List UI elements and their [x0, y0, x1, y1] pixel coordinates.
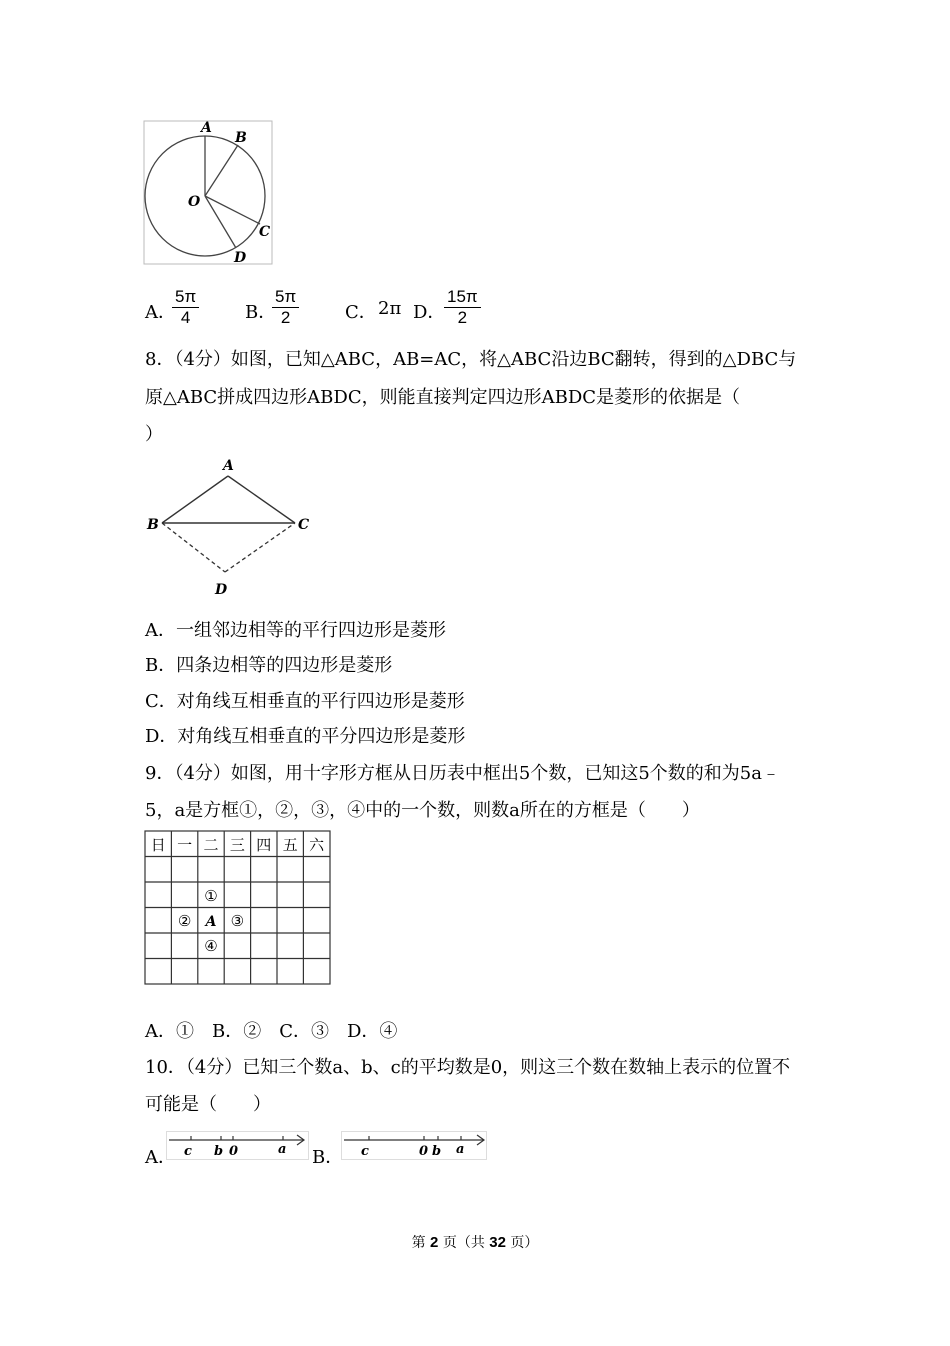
- q8-side-ac: [228, 476, 295, 523]
- q10-a-label-a: a: [278, 1142, 287, 1157]
- q10-option-b-letter: B．: [312, 1147, 344, 1168]
- q10-b-label-b: b: [432, 1144, 442, 1159]
- q10-stem-line-1: 10．（4分）已知三个数a、b、c的平均数是0，则这三个数在数轴上表示的位置不: [145, 1057, 791, 1078]
- q7-option-d-den: 2: [457, 308, 468, 327]
- q10-a-label-b: b: [214, 1144, 224, 1159]
- q8-option-a: A．一组邻边相等的平行四边形是菱形: [145, 620, 446, 641]
- q7-label-a: A: [201, 120, 212, 136]
- q10-a-label-0: 0: [229, 1144, 239, 1159]
- q8-option-d: D．对角线互相垂直的平分四边形是菱形: [145, 726, 466, 747]
- q9-stem-line-2: 5，a是方框①，②，③，④中的一个数，则数a所在的方框是（ ）: [145, 800, 700, 821]
- q7-option-c-value: 2π: [378, 298, 402, 319]
- q8-label-b: B: [147, 517, 159, 533]
- q9-stem-line-1: 9．（4分）如图，用十字形方框从日历表中框出5个数，已知这5个数的和为5a﹣: [145, 763, 780, 784]
- q8-stem-line-1: 8．（4分）如图，已知△ABC，AB=AC，将△ABC沿边BC翻转，得到的△DBC与: [145, 349, 797, 370]
- q7-option-b-den: 2: [280, 308, 291, 327]
- q7-option-d-letter: D．: [413, 302, 446, 323]
- q9-header-sat: 六: [309, 836, 325, 854]
- q8-label-a: A: [223, 458, 234, 474]
- footer-middle: 页（共: [442, 1235, 485, 1251]
- q10-option-a-letter: A．: [145, 1147, 176, 1168]
- q7-label-d: D: [234, 250, 247, 266]
- q9-header-fri: 五: [282, 836, 298, 854]
- q7-circle-figure: [140, 118, 280, 270]
- q8-option-b: B．四条边相等的四边形是菱形: [145, 655, 393, 676]
- q8-label-c: C: [298, 517, 310, 533]
- q10-stem-line-2: 可能是（ ）: [145, 1094, 271, 1115]
- q10-b-label-a: a: [456, 1142, 465, 1157]
- q7-option-a-den: 4: [180, 308, 191, 327]
- q9-mark-a: A: [205, 914, 217, 930]
- q7-option-b-letter: B．: [245, 302, 277, 323]
- footer-total-pages: 32: [489, 1234, 506, 1251]
- q9-options: A．① B．② C．③ D．④: [145, 1021, 398, 1042]
- q9-mark-1: ①: [204, 887, 218, 905]
- q8-side-bd: [162, 523, 225, 572]
- q9-header-tue: 二: [203, 836, 219, 854]
- q8-stem-line-3: ）: [145, 424, 163, 445]
- q10-b-label-0: 0: [419, 1144, 429, 1159]
- q7-option-c-letter: C．: [345, 302, 377, 323]
- q8-side-ab: [162, 476, 228, 523]
- q7-radius-ob: [205, 145, 238, 196]
- footer-prefix: 第: [411, 1235, 426, 1251]
- page-footer: [0, 1232, 950, 1252]
- q7-option-b-fraction: [272, 287, 299, 328]
- q10-b-label-c: c: [361, 1144, 369, 1159]
- q10-option-b-number-line: [341, 1131, 489, 1161]
- q7-option-b-num: 5π: [272, 287, 299, 308]
- q7-option-d-num: 15π: [444, 287, 481, 308]
- q9-mark-2: ②: [177, 912, 192, 930]
- q9-header-thu: 四: [256, 836, 272, 854]
- footer-suffix: 页）: [510, 1235, 539, 1251]
- q9-mark-3: ③: [230, 912, 245, 930]
- q8-stem-line-2: 原△ABC拼成四边形ABDC，则能直接判定四边形ABDC是菱形的依据是（: [145, 387, 741, 408]
- q7-option-a-fraction: [172, 287, 199, 328]
- q10-a-label-c: c: [184, 1144, 192, 1159]
- q9-header-mon: 一: [177, 836, 193, 854]
- q7-label-c: C: [259, 224, 271, 240]
- q8-label-d: D: [215, 582, 228, 598]
- q10-option-a-number-line: [166, 1131, 311, 1161]
- q9-header-wed: 三: [229, 836, 245, 854]
- q8-rhombus-figure: [140, 452, 330, 602]
- q7-label-o: O: [188, 194, 201, 210]
- q7-label-b: B: [235, 130, 247, 146]
- q7-option-a-letter: A．: [145, 302, 176, 323]
- footer-page-number: 2: [430, 1234, 439, 1251]
- q9-mark-4: ④: [204, 937, 218, 955]
- q9-header-sun: 日: [150, 836, 166, 854]
- q7-option-d-fraction: [444, 287, 481, 328]
- q7-option-a-num: 5π: [172, 287, 199, 308]
- q8-option-c: C．对角线互相垂直的平行四边形是菱形: [145, 691, 465, 712]
- q9-calendar-grid: [143, 829, 333, 987]
- q8-side-dc: [225, 523, 295, 572]
